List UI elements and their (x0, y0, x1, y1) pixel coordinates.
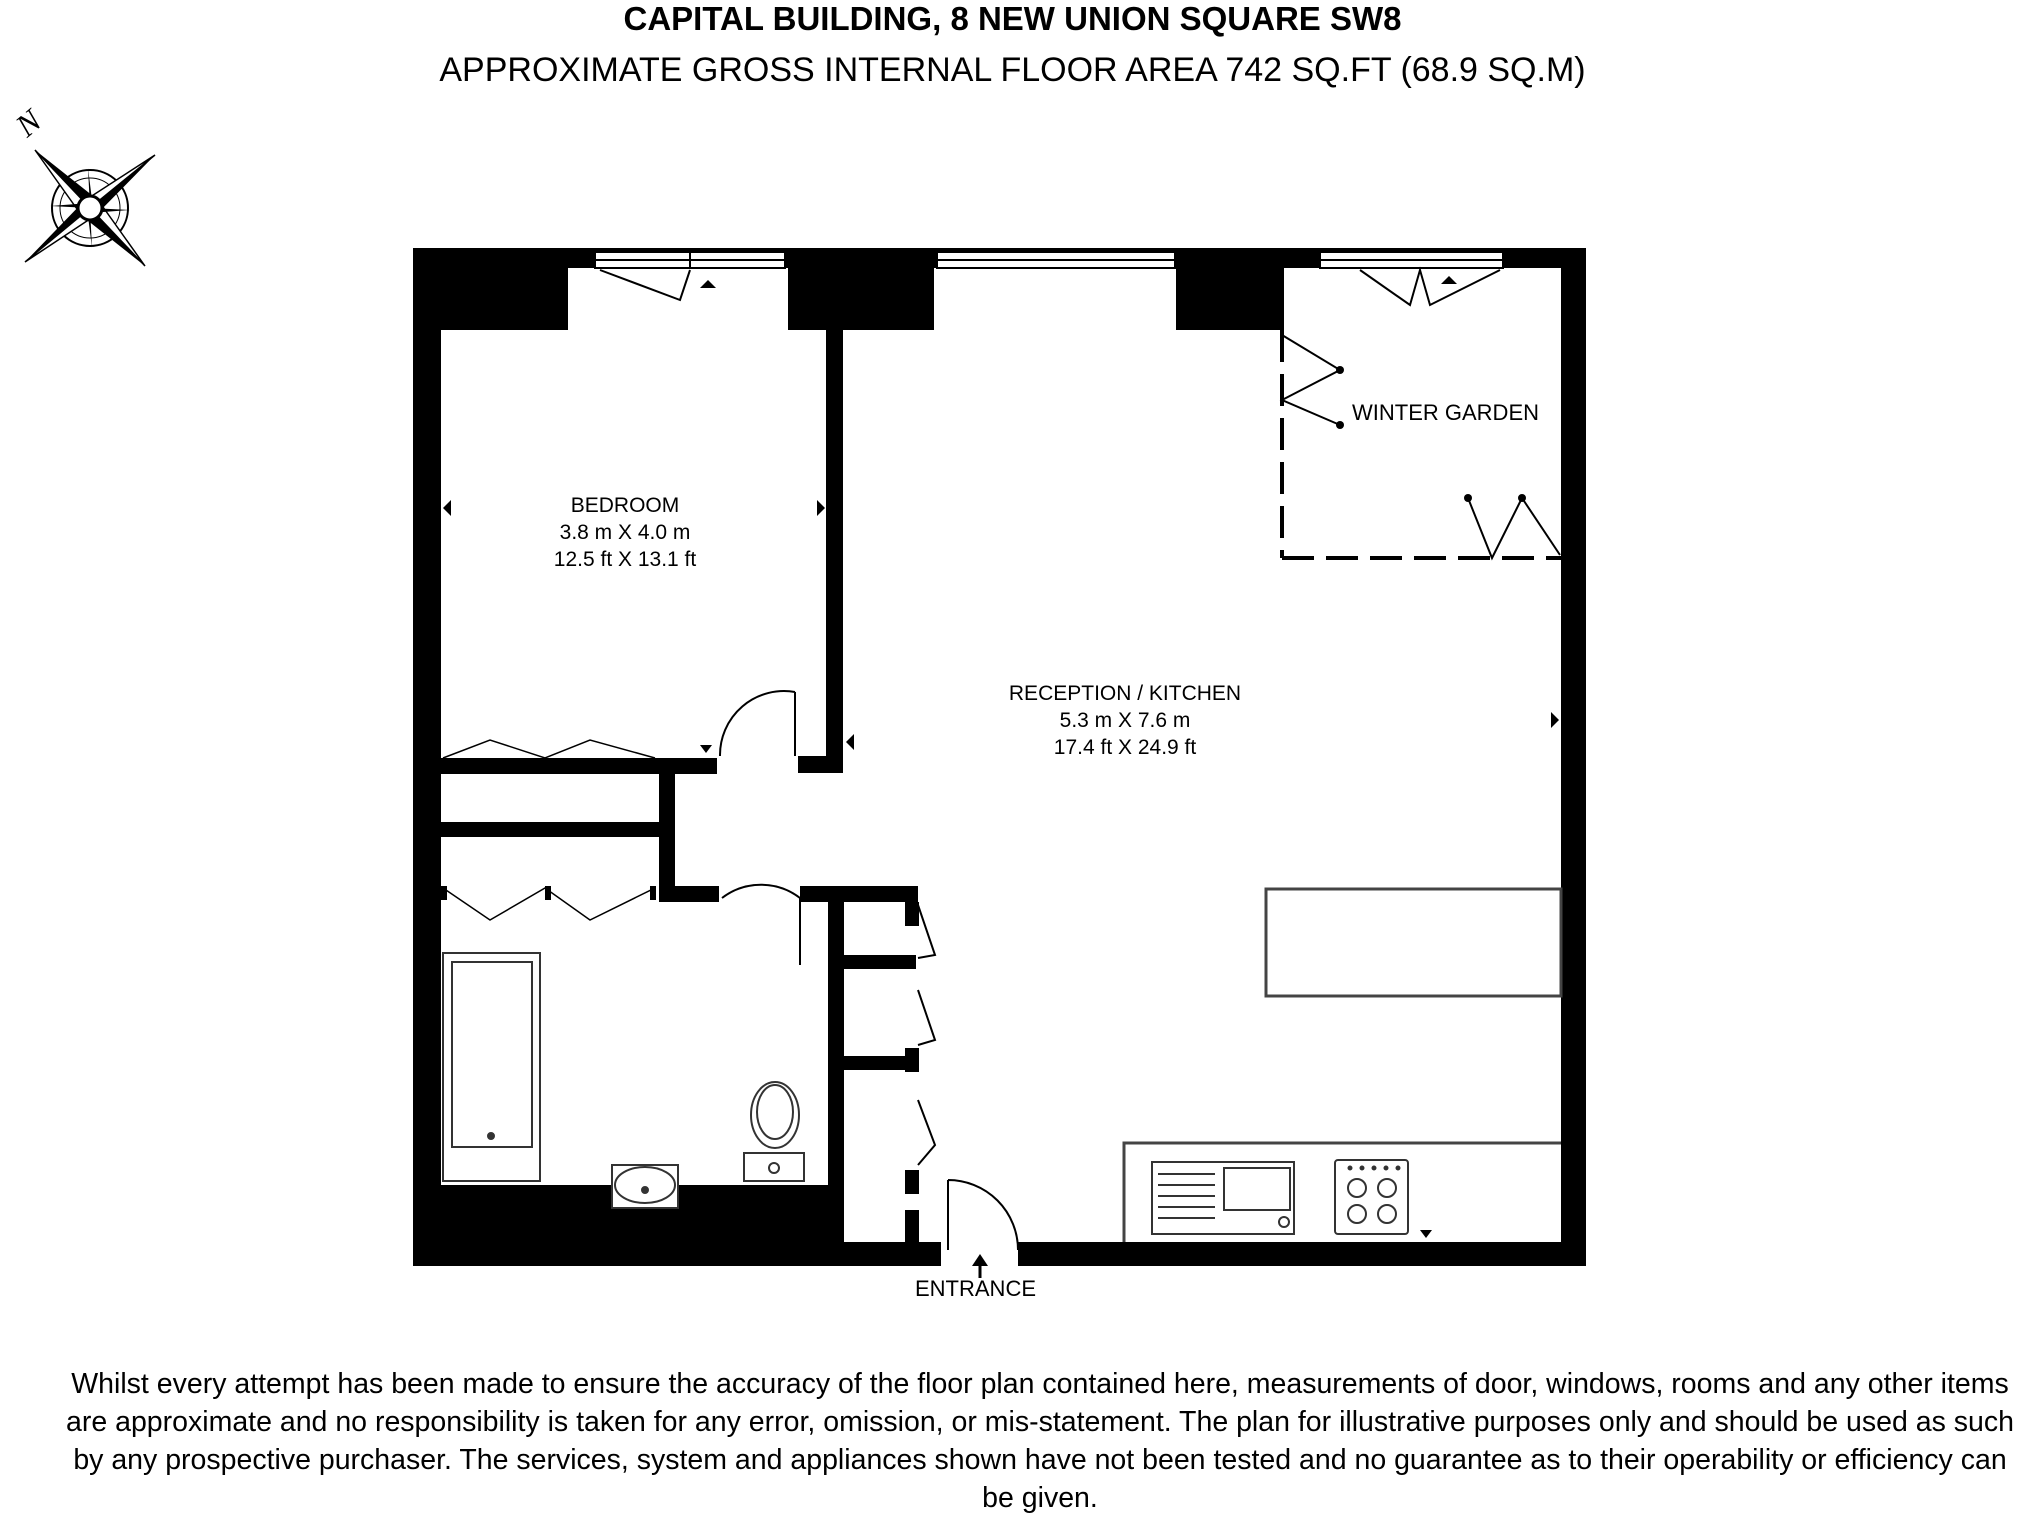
winter-garden-label: WINTER GARDEN (1352, 400, 1539, 425)
kitchen-island (1266, 889, 1561, 996)
bedroom-name: BEDROOM (570, 494, 680, 517)
floor-area-subtitle: APPROXIMATE GROSS INTERNAL FLOOR AREA 742 SQ.FT (68.9 SQ.M) (439, 51, 1586, 89)
basin-fixture (612, 1165, 678, 1208)
compass-rose-icon (25, 150, 155, 266)
reception-label (960, 680, 1290, 761)
bath-fixture (443, 953, 540, 1181)
windows (595, 252, 1503, 268)
winter-garden-partition (1282, 330, 1561, 558)
disclaimer-text: Whilst every attempt has been made to ensure the accuracy of the floor plan contained here, measurements of door, windows, rooms and any other items are approximate and no responsibility is taken for any error, omission, or mis-statement. The plan for illustrative purposes only and should be used as such by any prospective purchaser. The services, system and appliances shown have not been tested and no guarantee as to their operability or efficiency can be given. (66, 1368, 2014, 1514)
bedroom-label (500, 492, 750, 573)
plan-title: CAPITAL BUILDING, 8 NEW UNION SQUARE SW8 (623, 0, 1402, 37)
hinge-dots (1336, 366, 1526, 502)
entrance-label: ENTRANCE (915, 1276, 1037, 1301)
kitchen-counter (1124, 1143, 1561, 1242)
hob-fixture (1335, 1160, 1408, 1234)
reception-metric: 5.3 m X 7.6 m (1059, 709, 1191, 732)
reception-name: RECEPTION / KITCHEN (1008, 682, 1242, 705)
bedroom-imperial: 12.5 ft X 13.1 ft (553, 548, 697, 571)
entrance-arrow-icon (972, 1254, 988, 1278)
north-label: N (8, 102, 48, 144)
reception-imperial: 17.4 ft X 24.9 ft (1053, 736, 1197, 759)
bedroom-metric: 3.8 m X 4.0 m (559, 521, 691, 544)
winter-garden-bifold (1282, 335, 1560, 558)
sink-fixture (1152, 1162, 1294, 1234)
toilet-fixture (744, 1082, 804, 1181)
